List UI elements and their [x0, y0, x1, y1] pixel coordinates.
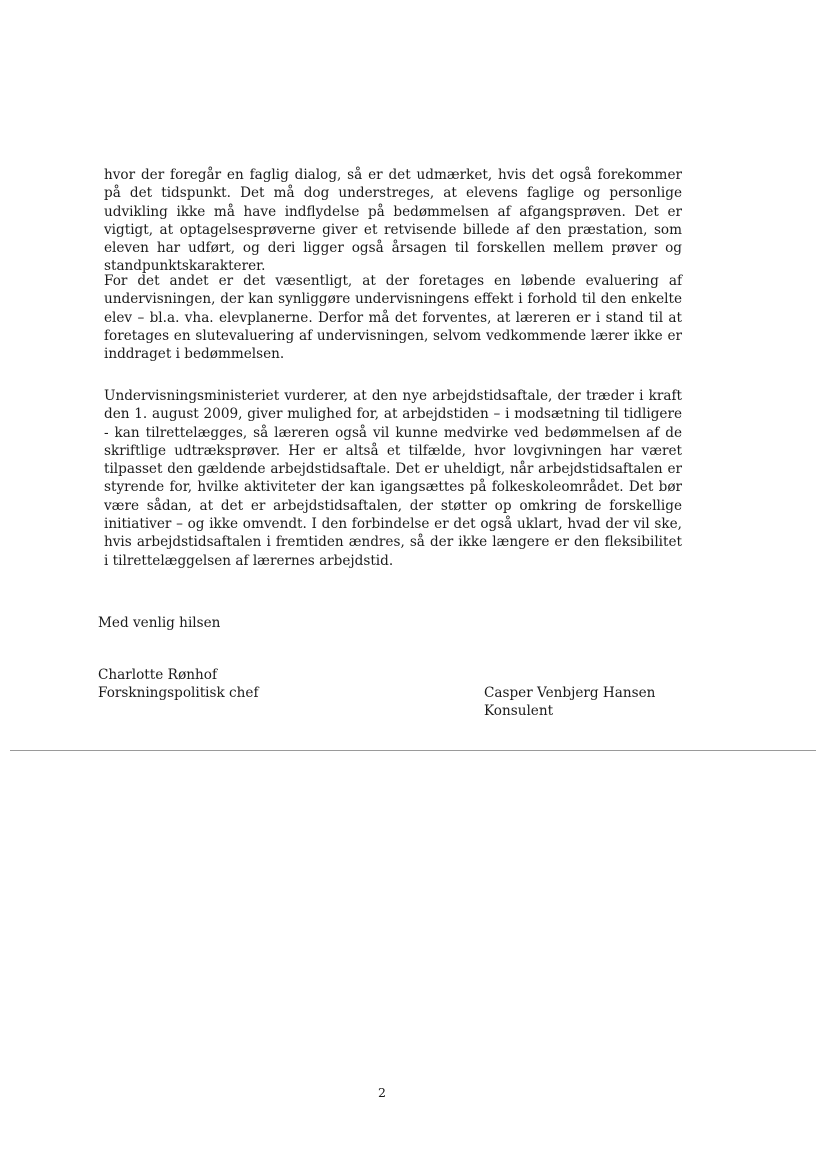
horizontal-rule: [10, 750, 816, 751]
signatory-left: [98, 666, 259, 702]
signatory-name: Casper Venbjerg Hansen: [484, 685, 656, 701]
paragraph-1: hvor der foregår en faglig dialog, så er det udmærket, hvis det også forekommer på det tidspunkt. Det må dog understreges, at elevens faglige og personlige udvikling ikke må have indflydelse på bedømmelsen af afgangsprøven. Det er vigtigt, at optagelsesprøverne giver et retvisende billede af den præstation, som eleven har udført, og deri ligger også årsagen til forskellen mellem prøver og standpunktskarakterer.: [104, 167, 682, 275]
closing-salutation: Med venlig hilsen: [98, 615, 221, 631]
page-number: 2: [378, 1085, 386, 1100]
paragraph-2: For det andet er det væsentligt, at der foretages en løbende evaluering af undervisningen, der kan synliggøre undervisningens effekt i forhold til den enkelte elev – bl.a. vha. elevplanerne. Derfor må det forventes, at læreren er i stand til at foretages en slutevaluering af undervisningen, selvom vedkommende lærer ikke er inddraget i bedømmelsen.: [104, 273, 682, 363]
signatory-right: [484, 684, 655, 720]
signatory-title: Forskningspolitisk chef: [98, 685, 259, 702]
signatory-name: Charlotte Rønhof: [98, 667, 217, 683]
signatory-title: Konsulent: [484, 703, 554, 720]
paragraph-3: Undervisningsministeriet vurderer, at den nye arbejdstidsaftale, der træder i kraft den 1. august 2009, giver mulighed for, at arbejdstiden – i modsætning til tidligere - kan tilrettelægges, så læreren også vil kunne medvirke ved bedømmelsen af de skriftlige udtræksprøver. Her er altså et tilfælde, hvor lovgivningen har været tilpasset den gældende arbejdstidsaftale. Det er uheldigt, når arbejdstidsaftalen er styrende for, hvilke aktiviteter der kan igangsættes på folkeskoleområdet. Det bør være sådan, at det er arbejdstidsaftalen, der støtter op omkring de forskellige initiativer – og ikke omvendt. I den forbindelse er det også uklart, hvad der vil ske, hvis arbejdstidsaftalen i fremtiden ændres, så der ikke længere er den fleksibilitet i tilrettelæggelsen af lærernes arbejdstid.: [104, 388, 682, 569]
